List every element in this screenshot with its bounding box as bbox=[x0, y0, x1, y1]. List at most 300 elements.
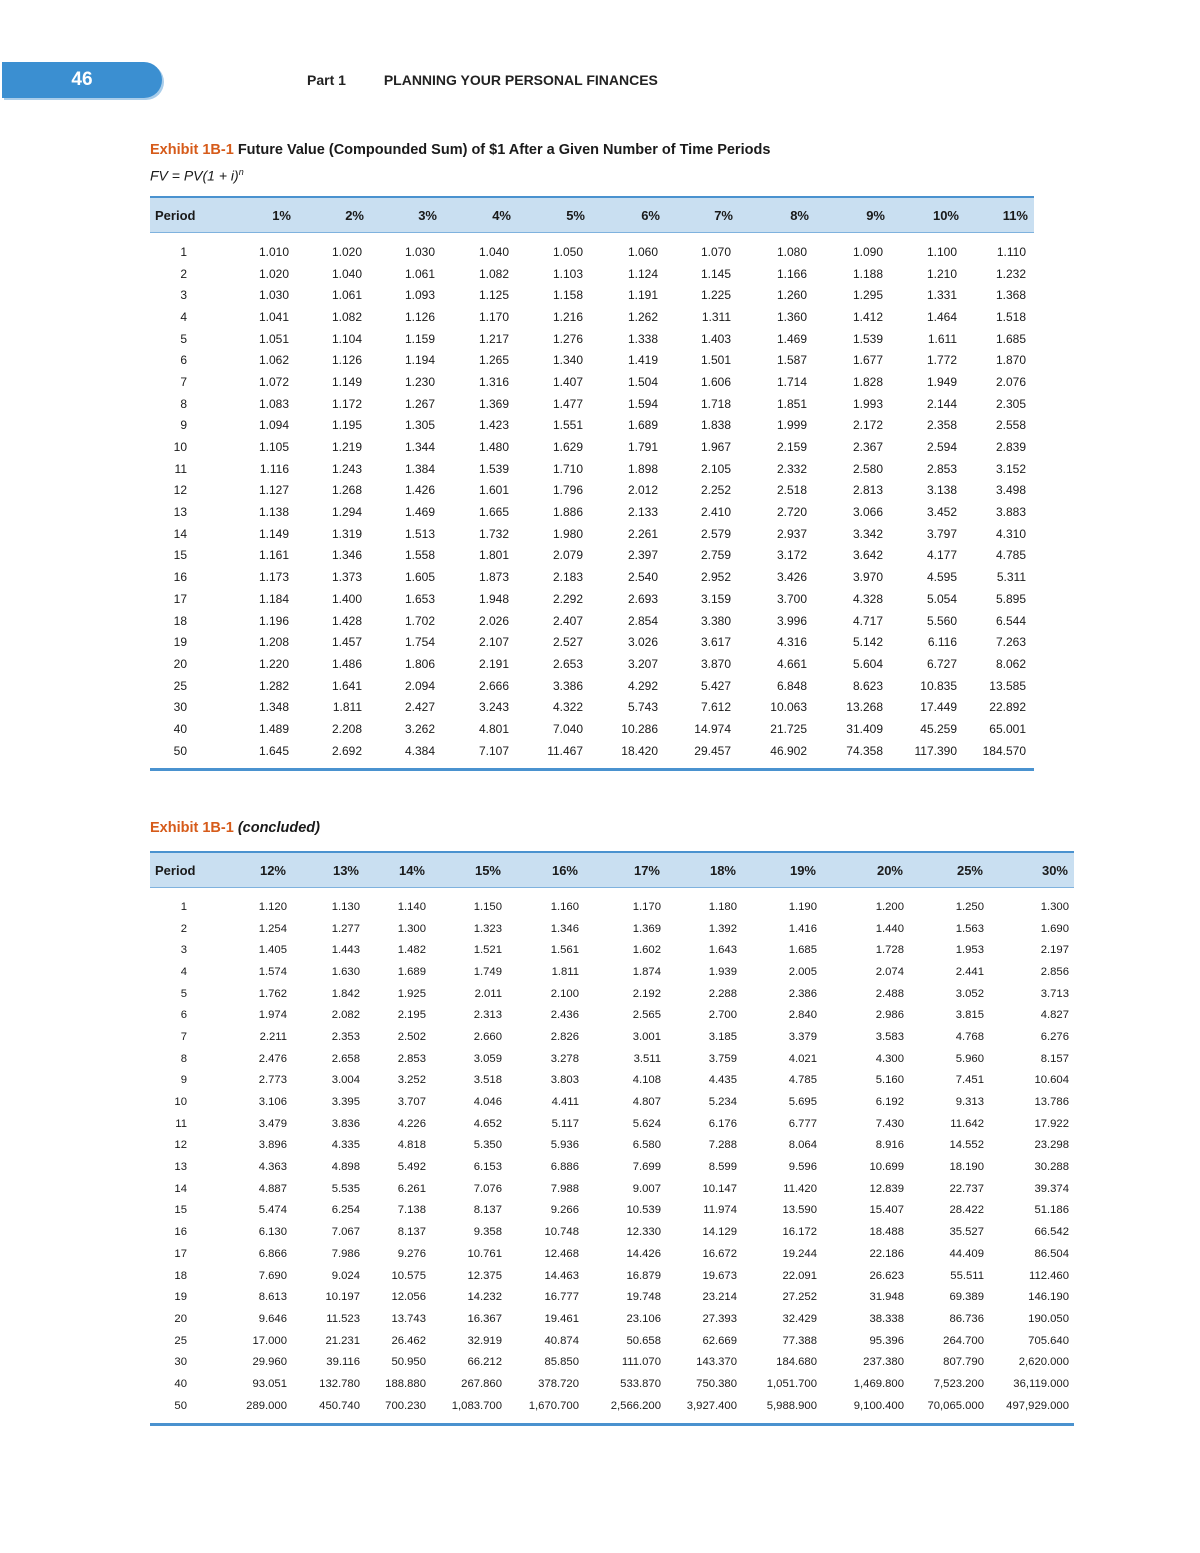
table-1-body bbox=[150, 233, 1034, 770]
value-cell: 497,929.000 bbox=[1006, 1399, 1069, 1412]
value-cell: 2.700 bbox=[708, 1009, 737, 1022]
value-cell: 1.405 bbox=[258, 944, 287, 957]
period-cell: 16 bbox=[173, 570, 187, 585]
value-cell: 1.020 bbox=[331, 244, 362, 259]
value-cell: 1.093 bbox=[404, 288, 435, 303]
value-cell: 4.717 bbox=[852, 613, 883, 628]
value-cell: 1.323 bbox=[473, 922, 502, 935]
period-cell: 9 bbox=[180, 418, 187, 433]
column-header-rate: 18% bbox=[666, 852, 742, 888]
period-cell: 18 bbox=[173, 613, 187, 628]
value-cell: 1.062 bbox=[258, 353, 289, 368]
value-cell: 1.300 bbox=[397, 922, 426, 935]
value-cell: 1.160 bbox=[550, 900, 579, 913]
value-cell: 2,620.000 bbox=[1018, 1356, 1069, 1369]
value-cell: 1.953 bbox=[955, 944, 984, 957]
value-cell: 2.856 bbox=[1040, 965, 1069, 978]
value-cell: 1.316 bbox=[478, 374, 509, 389]
value-cell: 1.629 bbox=[552, 440, 583, 455]
value-cell: 3.836 bbox=[331, 1117, 360, 1130]
value-cell: 1.772 bbox=[926, 353, 957, 368]
value-cell: 40.874 bbox=[544, 1334, 579, 1347]
table-row bbox=[150, 888, 1074, 918]
value-cell: 1.126 bbox=[331, 353, 362, 368]
period-cell: 4 bbox=[180, 309, 187, 324]
value-cell: 3.452 bbox=[926, 505, 957, 520]
value-cell: 3.970 bbox=[852, 570, 883, 585]
value-cell: 4.595 bbox=[926, 570, 957, 585]
value-cell: 2.692 bbox=[331, 743, 362, 758]
value-cell: 1.392 bbox=[708, 922, 737, 935]
exhibit-number: Exhibit 1B-1 bbox=[150, 142, 234, 158]
value-cell: 3,927.400 bbox=[686, 1399, 737, 1412]
period-cell: 11 bbox=[175, 1117, 187, 1130]
value-cell: 5.604 bbox=[852, 656, 883, 671]
column-header-rate: 9% bbox=[815, 197, 891, 233]
value-cell: 1.602 bbox=[632, 944, 661, 957]
period-cell: 16 bbox=[174, 1226, 187, 1239]
value-cell: 4.363 bbox=[258, 1161, 287, 1174]
column-header-rate: 6% bbox=[591, 197, 666, 233]
value-cell: 1.469 bbox=[404, 505, 435, 520]
value-cell: 1.126 bbox=[404, 309, 435, 324]
value-cell: 1.295 bbox=[852, 288, 883, 303]
value-cell: 7.988 bbox=[550, 1182, 579, 1195]
value-cell: 1.611 bbox=[927, 331, 957, 346]
value-cell: 26.623 bbox=[869, 1269, 904, 1282]
value-cell: 237.380 bbox=[863, 1356, 904, 1369]
value-cell: 1.277 bbox=[331, 922, 360, 935]
value-cell: 1.265 bbox=[478, 353, 509, 368]
value-cell: 2.853 bbox=[397, 1052, 426, 1065]
value-cell: 2.261 bbox=[627, 526, 658, 541]
value-cell: 1.166 bbox=[776, 266, 807, 281]
value-cell: 27.393 bbox=[702, 1312, 737, 1325]
value-cell: 39.374 bbox=[1034, 1182, 1069, 1195]
table-row bbox=[150, 1265, 1074, 1287]
value-cell: 1.870 bbox=[995, 353, 1026, 368]
formula-base: FV = PV(1 + i) bbox=[150, 167, 239, 184]
value-cell: 1.061 bbox=[404, 266, 435, 281]
value-cell: 66.212 bbox=[467, 1356, 502, 1369]
value-cell: 1.124 bbox=[627, 266, 658, 281]
value-cell: 1.172 bbox=[331, 396, 362, 411]
value-cell: 1.539 bbox=[852, 331, 883, 346]
value-cell: 6.866 bbox=[258, 1247, 287, 1260]
value-cell: 1.489 bbox=[258, 721, 289, 736]
value-cell: 2.853 bbox=[926, 461, 957, 476]
table-row bbox=[150, 631, 1034, 653]
table-row bbox=[150, 1178, 1074, 1200]
exhibit-subtitle: (concluded) bbox=[237, 820, 320, 836]
value-cell: 3.896 bbox=[258, 1139, 287, 1152]
value-cell: 1.267 bbox=[404, 396, 435, 411]
period-cell: 6 bbox=[180, 353, 187, 368]
value-cell: 8.623 bbox=[852, 678, 883, 693]
value-cell: 4.316 bbox=[776, 635, 807, 650]
value-cell: 1.158 bbox=[552, 288, 583, 303]
value-cell: 22.186 bbox=[869, 1247, 904, 1260]
value-cell: 2.192 bbox=[632, 987, 661, 1000]
value-cell: 7.067 bbox=[331, 1226, 360, 1239]
value-cell: 4.652 bbox=[473, 1117, 502, 1130]
value-cell: 8.137 bbox=[397, 1226, 426, 1239]
value-cell: 2.305 bbox=[995, 396, 1026, 411]
table-row bbox=[150, 233, 1034, 263]
period-cell: 12 bbox=[173, 483, 187, 498]
value-cell: 2.518 bbox=[776, 483, 807, 498]
value-cell: 10.575 bbox=[391, 1269, 426, 1282]
value-cell: 5.535 bbox=[331, 1182, 360, 1195]
value-cell: 1.103 bbox=[552, 266, 583, 281]
period-cell: 50 bbox=[173, 743, 187, 758]
value-cell: 1.796 bbox=[552, 483, 583, 498]
value-cell: 1.403 bbox=[700, 331, 731, 346]
value-cell: 4.021 bbox=[788, 1052, 817, 1065]
value-cell: 1.262 bbox=[627, 309, 658, 324]
value-cell: 7.288 bbox=[708, 1139, 737, 1152]
value-cell: 6.192 bbox=[875, 1096, 904, 1109]
value-cell: 1.159 bbox=[404, 331, 435, 346]
value-cell: 1.173 bbox=[258, 570, 289, 585]
value-cell: 700.230 bbox=[385, 1399, 426, 1412]
column-header-rate: 4% bbox=[443, 197, 517, 233]
table-row bbox=[150, 718, 1034, 740]
value-cell: 1.980 bbox=[552, 526, 583, 541]
value-cell: 2.773 bbox=[258, 1074, 287, 1087]
value-cell: 2.197 bbox=[1040, 944, 1069, 957]
value-cell: 4.177 bbox=[926, 548, 957, 563]
value-cell: 111.070 bbox=[621, 1356, 661, 1369]
value-cell: 3.207 bbox=[627, 656, 658, 671]
period-cell: 1 bbox=[180, 244, 187, 259]
value-cell: 4.292 bbox=[627, 678, 658, 693]
column-header-rate: 17% bbox=[584, 852, 666, 888]
value-cell: 23.214 bbox=[702, 1291, 737, 1304]
value-cell: 1.501 bbox=[700, 353, 731, 368]
value-cell: 1.886 bbox=[552, 505, 583, 520]
value-cell: 4.310 bbox=[995, 526, 1026, 541]
table-row bbox=[150, 610, 1034, 632]
column-header-rate: 15% bbox=[431, 852, 507, 888]
value-cell: 1.521 bbox=[473, 944, 502, 957]
value-cell: 1.369 bbox=[632, 922, 661, 935]
value-cell: 1.040 bbox=[478, 244, 509, 259]
period-cell: 19 bbox=[174, 1291, 187, 1304]
value-cell: 4.768 bbox=[955, 1030, 984, 1043]
value-cell: 2.358 bbox=[926, 418, 957, 433]
value-cell: 4.411 bbox=[551, 1096, 579, 1109]
value-cell: 93.051 bbox=[252, 1377, 287, 1390]
value-cell: 2.502 bbox=[397, 1030, 426, 1043]
table-row bbox=[150, 1286, 1074, 1308]
value-cell: 9.007 bbox=[632, 1182, 661, 1195]
column-header-rate: 3% bbox=[370, 197, 443, 233]
value-cell: 1.127 bbox=[258, 483, 289, 498]
value-cell: 9.596 bbox=[788, 1161, 817, 1174]
value-cell: 1.762 bbox=[258, 987, 287, 1000]
value-cell: 1.842 bbox=[331, 987, 360, 1000]
value-cell: 1,051.700 bbox=[766, 1377, 817, 1390]
value-cell: 1.513 bbox=[404, 526, 435, 541]
period-cell: 3 bbox=[180, 288, 187, 303]
value-cell: 1.188 bbox=[852, 266, 883, 281]
table-row bbox=[150, 349, 1034, 371]
value-cell: 378.720 bbox=[538, 1377, 579, 1390]
value-cell: 16.777 bbox=[544, 1291, 579, 1304]
value-cell: 267.860 bbox=[461, 1377, 502, 1390]
value-cell: 7.040 bbox=[552, 721, 583, 736]
value-cell: 17.449 bbox=[920, 700, 957, 715]
value-cell: 3.511 bbox=[633, 1052, 661, 1065]
value-cell: 39.116 bbox=[326, 1356, 360, 1369]
value-cell: 1.149 bbox=[331, 374, 362, 389]
table-row bbox=[150, 523, 1034, 545]
value-cell: 1.665 bbox=[478, 505, 509, 520]
value-cell: 45.259 bbox=[920, 721, 957, 736]
value-cell: 4.435 bbox=[708, 1074, 737, 1087]
value-cell: 2.660 bbox=[473, 1030, 502, 1043]
value-cell: 3.243 bbox=[478, 700, 509, 715]
value-cell: 1.925 bbox=[397, 987, 426, 1000]
value-cell: 1.090 bbox=[852, 244, 883, 259]
value-cell: 5.743 bbox=[627, 700, 658, 715]
value-cell: 3.386 bbox=[552, 678, 583, 693]
value-cell: 4.322 bbox=[552, 700, 583, 715]
value-cell: 1.443 bbox=[331, 944, 360, 957]
value-cell: 1.282 bbox=[258, 678, 289, 693]
exhibit-title-concluded bbox=[150, 820, 320, 836]
value-cell: 1.051 bbox=[258, 331, 289, 346]
value-cell: 1.563 bbox=[955, 922, 984, 935]
period-cell: 19 bbox=[173, 635, 187, 650]
column-header-rate: 20% bbox=[822, 852, 909, 888]
value-cell: 184.570 bbox=[982, 743, 1026, 758]
value-cell: 1.806 bbox=[404, 656, 435, 671]
value-cell: 9.276 bbox=[397, 1247, 426, 1260]
value-cell: 8.599 bbox=[708, 1161, 737, 1174]
value-cell: 7.263 bbox=[995, 635, 1026, 650]
value-cell: 3.026 bbox=[627, 635, 658, 650]
value-cell: 1.184 bbox=[258, 591, 289, 606]
period-cell: 9 bbox=[180, 1074, 187, 1087]
value-cell: 1.689 bbox=[397, 965, 426, 978]
table-row bbox=[150, 1156, 1074, 1178]
table-row bbox=[150, 1395, 1074, 1424]
period-cell: 40 bbox=[174, 1377, 187, 1390]
period-cell: 20 bbox=[173, 656, 187, 671]
table-row bbox=[150, 1048, 1074, 1070]
value-cell: 3.342 bbox=[852, 526, 883, 541]
value-cell: 1.558 bbox=[404, 548, 435, 563]
value-cell: 13.786 bbox=[1034, 1096, 1069, 1109]
table-2-body bbox=[150, 888, 1074, 1425]
value-cell: 5.142 bbox=[852, 635, 883, 650]
value-cell: 1.060 bbox=[627, 244, 658, 259]
value-cell: 3.278 bbox=[550, 1052, 579, 1065]
value-cell: 2.666 bbox=[478, 678, 509, 693]
value-cell: 10.286 bbox=[621, 721, 658, 736]
value-cell: 1.346 bbox=[550, 922, 579, 935]
value-cell: 2.854 bbox=[627, 613, 658, 628]
value-cell: 1.300 bbox=[1040, 900, 1069, 913]
column-header-rate: 10% bbox=[891, 197, 965, 233]
value-cell: 51.186 bbox=[1034, 1204, 1069, 1217]
value-cell: 2.839 bbox=[995, 440, 1026, 455]
value-cell: 1.208 bbox=[258, 635, 289, 650]
table-row bbox=[150, 675, 1034, 697]
value-cell: 1.225 bbox=[700, 288, 731, 303]
value-cell: 9.024 bbox=[331, 1269, 360, 1282]
value-cell: 1.873 bbox=[478, 570, 509, 585]
value-cell: 1.690 bbox=[1040, 922, 1069, 935]
value-cell: 1.243 bbox=[331, 461, 362, 476]
page-number-tab bbox=[2, 62, 162, 98]
value-cell: 1.373 bbox=[331, 570, 362, 585]
value-cell: 1.728 bbox=[875, 944, 904, 957]
value-cell: 3.138 bbox=[926, 483, 957, 498]
exhibit-title bbox=[150, 142, 770, 158]
value-cell: 2.367 bbox=[852, 440, 883, 455]
value-cell: 1.260 bbox=[776, 288, 807, 303]
value-cell: 1.010 bbox=[258, 244, 289, 259]
value-cell: 16.172 bbox=[782, 1226, 817, 1239]
value-cell: 3.870 bbox=[700, 656, 731, 671]
value-cell: 1.993 bbox=[852, 396, 883, 411]
table-row bbox=[150, 939, 1074, 961]
value-cell: 16.672 bbox=[702, 1247, 737, 1260]
value-cell: 1.041 bbox=[258, 309, 289, 324]
value-cell: 5.117 bbox=[551, 1117, 579, 1130]
column-header-rate: 2% bbox=[297, 197, 370, 233]
value-cell: 1.191 bbox=[627, 288, 658, 303]
value-cell: 2.813 bbox=[852, 483, 883, 498]
value-cell: 8.613 bbox=[258, 1291, 287, 1304]
value-cell: 1.480 bbox=[478, 440, 509, 455]
period-cell: 25 bbox=[173, 678, 187, 693]
value-cell: 9.266 bbox=[550, 1204, 579, 1217]
value-cell: 1.606 bbox=[700, 374, 731, 389]
table-row bbox=[150, 371, 1034, 393]
value-cell: 1.254 bbox=[258, 922, 287, 935]
value-cell: 2.693 bbox=[627, 591, 658, 606]
value-cell: 6.261 bbox=[397, 1182, 426, 1195]
period-cell: 13 bbox=[173, 505, 187, 520]
value-cell: 2.074 bbox=[875, 965, 904, 978]
table-row bbox=[150, 328, 1034, 350]
value-cell: 36,119.000 bbox=[1013, 1377, 1069, 1390]
table-row bbox=[150, 566, 1034, 588]
value-cell: 7.430 bbox=[875, 1117, 904, 1130]
table-row bbox=[150, 501, 1034, 523]
value-cell: 1.641 bbox=[331, 678, 362, 693]
value-cell: 19.673 bbox=[702, 1269, 737, 1282]
value-cell: 1.030 bbox=[404, 244, 435, 259]
value-cell: 12.375 bbox=[467, 1269, 502, 1282]
value-cell: 1.072 bbox=[258, 374, 289, 389]
value-cell: 1.268 bbox=[331, 483, 362, 498]
value-cell: 5.895 bbox=[995, 591, 1026, 606]
value-cell: 7.107 bbox=[478, 743, 509, 758]
value-cell: 143.370 bbox=[696, 1356, 737, 1369]
value-cell: 1.851 bbox=[776, 396, 807, 411]
value-cell: 2.565 bbox=[632, 1009, 661, 1022]
value-cell: 1.232 bbox=[995, 266, 1026, 281]
value-cell: 21.725 bbox=[770, 721, 807, 736]
period-cell: 7 bbox=[180, 1030, 187, 1043]
value-cell: 35.527 bbox=[949, 1226, 984, 1239]
value-cell: 11.420 bbox=[783, 1182, 817, 1195]
value-cell: 1.749 bbox=[473, 965, 502, 978]
value-cell: 2.211 bbox=[259, 1030, 287, 1043]
value-cell: 85.850 bbox=[544, 1356, 579, 1369]
value-cell: 6.727 bbox=[926, 656, 957, 671]
value-cell: 1.561 bbox=[550, 944, 579, 957]
value-cell: 86.504 bbox=[1034, 1247, 1069, 1260]
value-cell: 10.197 bbox=[325, 1291, 360, 1304]
value-cell: 3.004 bbox=[331, 1074, 360, 1087]
table-row bbox=[150, 480, 1034, 502]
value-cell: 3.159 bbox=[700, 591, 731, 606]
value-cell: 4.785 bbox=[995, 548, 1026, 563]
value-cell: 8.062 bbox=[995, 656, 1026, 671]
table-row bbox=[150, 1200, 1074, 1222]
value-cell: 26.462 bbox=[391, 1334, 426, 1347]
value-cell: 14.552 bbox=[949, 1139, 984, 1152]
value-cell: 1.061 bbox=[331, 288, 362, 303]
value-cell: 1.138 bbox=[258, 505, 289, 520]
value-cell: 1.801 bbox=[478, 548, 509, 563]
value-cell: 1.718 bbox=[700, 396, 731, 411]
value-cell: 1.331 bbox=[926, 288, 957, 303]
column-header-rate: 8% bbox=[739, 197, 815, 233]
value-cell: 1.948 bbox=[478, 591, 509, 606]
value-cell: 2.208 bbox=[331, 721, 362, 736]
value-cell: 2.292 bbox=[552, 591, 583, 606]
value-cell: 11.523 bbox=[326, 1312, 360, 1325]
value-cell: 32.919 bbox=[467, 1334, 502, 1347]
value-cell: 7.690 bbox=[258, 1269, 287, 1282]
value-cell: 2.658 bbox=[331, 1052, 360, 1065]
value-cell: 3.996 bbox=[776, 613, 807, 628]
value-cell: 50.950 bbox=[391, 1356, 426, 1369]
value-cell: 6.848 bbox=[776, 678, 807, 693]
value-cell: 4.807 bbox=[632, 1096, 661, 1109]
value-cell: 1.360 bbox=[776, 309, 807, 324]
column-header-rate: 1% bbox=[225, 197, 297, 233]
value-cell: 1.999 bbox=[776, 418, 807, 433]
table-row bbox=[150, 393, 1034, 415]
period-cell: 6 bbox=[180, 1009, 187, 1022]
value-cell: 2.288 bbox=[708, 987, 737, 1000]
period-cell: 8 bbox=[180, 1052, 187, 1065]
value-cell: 3.803 bbox=[550, 1074, 579, 1087]
value-cell: 3.426 bbox=[776, 570, 807, 585]
value-cell: 3.815 bbox=[955, 1009, 984, 1022]
value-cell: 1.898 bbox=[627, 461, 658, 476]
value-cell: 21.231 bbox=[325, 1334, 360, 1347]
running-head bbox=[307, 72, 658, 88]
column-header-rate: 19% bbox=[742, 852, 822, 888]
value-cell: 77.388 bbox=[782, 1334, 817, 1347]
value-cell: 2.012 bbox=[627, 483, 658, 498]
value-cell: 1.050 bbox=[552, 244, 583, 259]
value-cell: 1.140 bbox=[397, 900, 426, 913]
value-cell: 95.396 bbox=[869, 1334, 904, 1347]
value-cell: 3.518 bbox=[473, 1074, 502, 1087]
value-cell: 1.219 bbox=[331, 440, 362, 455]
table-row bbox=[150, 306, 1034, 328]
